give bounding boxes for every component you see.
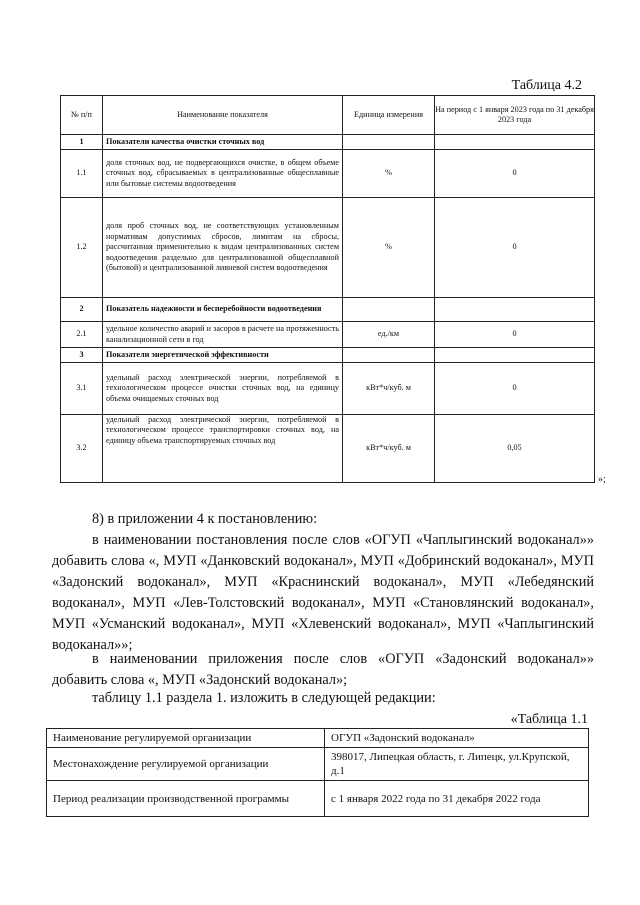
indicators-table — [60, 95, 595, 483]
row-value — [435, 135, 595, 150]
table-row — [47, 729, 589, 748]
table-row — [47, 781, 589, 817]
row-value: 0 — [435, 322, 595, 348]
closing-quote: »; — [598, 474, 606, 485]
row-num: 3.1 — [61, 363, 103, 415]
table-row — [61, 150, 595, 198]
table-4-2-caption: Таблица 4.2 — [511, 78, 582, 93]
header-period: На период с 1 января 2023 года по 31 декабря 2023 года — [435, 96, 595, 135]
row-value: ОГУП «Задонский водоканал» — [325, 729, 589, 748]
row-value: 0 — [435, 363, 595, 415]
row-unit: % — [343, 198, 435, 298]
row-unit — [343, 298, 435, 322]
row-value: с 1 января 2022 года по 31 декабря 2022 года — [325, 781, 589, 817]
row-value — [435, 298, 595, 322]
paragraph-item-8: 8) в приложении 4 к постановлению: — [92, 511, 318, 527]
row-value: 398017, Липецкая область, г. Липецк, ул.Крупской, д.1 — [325, 748, 589, 781]
row-num: 2.1 — [61, 322, 103, 348]
row-value: 0 — [435, 150, 595, 198]
header-name: Наименование показателя — [103, 96, 343, 135]
table-row — [61, 415, 595, 483]
table-row — [61, 363, 595, 415]
row-unit: кВт*ч/куб. м — [343, 415, 435, 483]
row-label: Наименование регулируемой организации — [47, 729, 325, 748]
table-row — [61, 135, 595, 150]
table-row — [61, 322, 595, 348]
header-num: № п/п — [61, 96, 103, 135]
table-row — [47, 748, 589, 781]
table-row — [61, 198, 595, 298]
row-num: 3.2 — [61, 415, 103, 483]
table-1-1-caption: «Таблица 1.1 — [510, 712, 588, 727]
row-unit: кВт*ч/куб. м — [343, 363, 435, 415]
row-num: 1.2 — [61, 198, 103, 298]
row-unit — [343, 135, 435, 150]
row-num: 1 — [61, 135, 103, 150]
row-value: 0 — [435, 198, 595, 298]
row-name: доля сточных вод, не подвергающихся очистке, в общем объеме сточных вод, сбрасываемых в централизованные общесплавные или бытовые системы водоотведения — [103, 150, 343, 198]
row-name: Показатели качества очистки сточных вод — [103, 135, 343, 150]
table-row — [61, 298, 595, 322]
header-unit: Единица измерения — [343, 96, 435, 135]
row-label: Период реализации производственной программы — [47, 781, 325, 817]
organization-table — [46, 728, 589, 817]
paragraph-table-instruction: таблицу 1.1 раздела 1. изложить в следующей редакции: — [92, 690, 436, 706]
row-label: Местонахождение регулируемой организации — [47, 748, 325, 781]
row-num: 1.1 — [61, 150, 103, 198]
row-name: Показатель надежности и бесперебойности водоотведения — [103, 298, 343, 322]
table-row — [61, 348, 595, 363]
row-name: доля проб сточных вод, не соответствующих установленным нормативам допустимых сбросов, лимитам на сбросы, рассчитанная применительно к видам централизованных систем водоотведения раздельно для централизованной общесплавной (бытовой) и централизованной ливневой систем водоотведения — [103, 198, 343, 298]
row-unit: ед./км — [343, 322, 435, 348]
row-name: удельное количество аварий и засоров в расчете на протяженность канализационной сети в год — [103, 322, 343, 348]
row-name: удельный расход электрической энергии, потребляемой в технологическом процессе очистки сточных вод, на единицу объема очищаемых сточных вод — [103, 363, 343, 415]
row-name: удельный расход электрической энергии, потребляемой в технологическом процессе транспортировки сточных вод, на единицу объема транспортируемых сточных вод — [103, 415, 343, 483]
row-unit — [343, 348, 435, 363]
row-num: 2 — [61, 298, 103, 322]
row-num: 3 — [61, 348, 103, 363]
paragraph-title-amendment: в наименовании постановления после слов «ОГУП «Чаплыгинский водоканал»» добавить слова «, МУП «Данковский водоканал», МУП «Добринский водоканал», МУП «Задонский водоканал», МУП «Краснинский водоканал», МУП «Лебедянский водоканал», МУП «Лев-Толстовский водоканал», МУП «Становлянский водоканал», МУП «Усманский водоканал», МУП «Хлевенский водоканал», МУП «Чаплыгинский водоканал»»; — [52, 532, 594, 653]
paragraph-appendix-amendment: в наименовании приложения после слов «ОГУП «Задонский водоканал»» добавить слова «, МУП «Задонский водоканал»; — [52, 651, 594, 688]
table-header-row — [61, 96, 595, 135]
row-value: 0,05 — [435, 415, 595, 483]
row-name: Показатели энергетической эффективности — [103, 348, 343, 363]
row-value — [435, 348, 595, 363]
row-unit: % — [343, 150, 435, 198]
